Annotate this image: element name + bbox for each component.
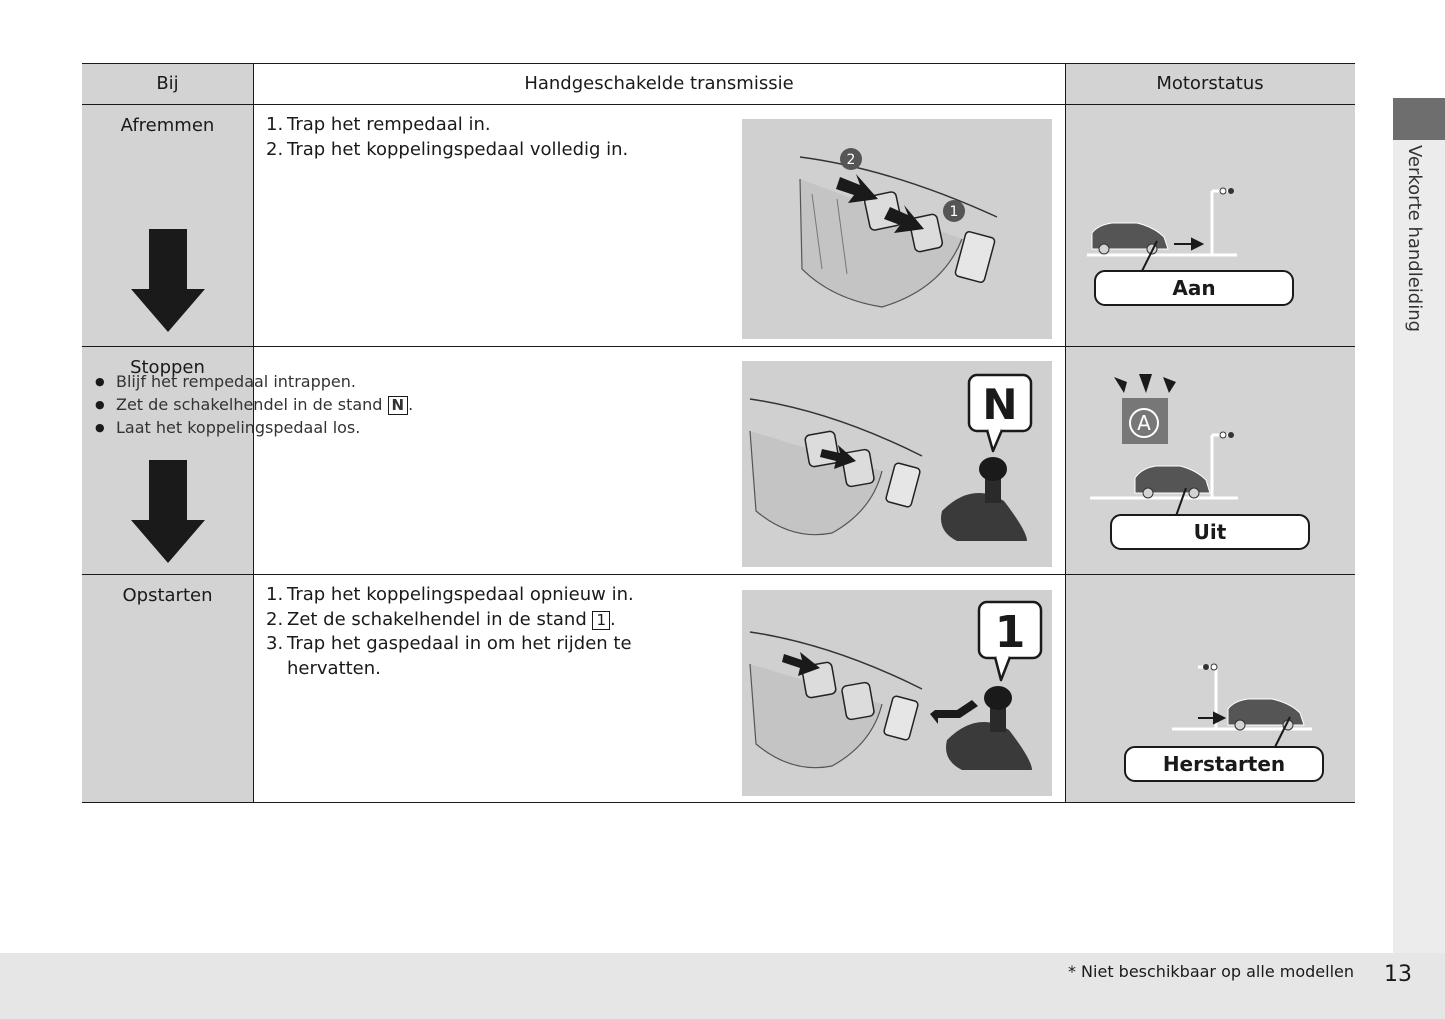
gear-n-symbol: N — [388, 396, 409, 415]
car-icon — [1135, 466, 1210, 498]
shortcut-table — [82, 63, 1355, 803]
callout-2: 2 — [846, 152, 856, 168]
footnote: * Niet beschikbaar op alle modellen — [1067, 962, 1354, 981]
engine-status-off-graphic — [1082, 368, 1322, 558]
engine-status-restart-graphic — [1082, 653, 1342, 783]
gear-n-label: N — [982, 380, 1018, 429]
status-badge-herstarten: Herstarten — [1162, 752, 1286, 776]
chapter-label: Verkorte handleiding — [1404, 145, 1425, 333]
chapter-tab[interactable] — [1393, 98, 1445, 140]
stop-steps — [95, 370, 413, 439]
neutral-shift-illustration — [742, 361, 1052, 567]
car-icon — [1228, 699, 1304, 730]
bullet-item: ● Zet de schakelhendel in de stand N . — [95, 393, 413, 416]
step-item: 1. Trap het rempedaal in. — [266, 114, 491, 135]
brake-steps — [266, 113, 628, 162]
restart-steps — [266, 583, 667, 681]
header-transmission: Handgeschakelde transmissie — [524, 73, 794, 94]
bullet-item: ● Blijf het rempedaal intrappen. — [95, 370, 413, 393]
traffic-light-icon — [1212, 188, 1234, 255]
phase-afremmen: Afremmen — [120, 115, 215, 136]
step-item: 2. Trap het koppelingspedaal volledig in. — [266, 138, 629, 160]
down-arrow-icon — [129, 460, 207, 564]
auto-idle-stop-indicator-icon — [1122, 398, 1168, 444]
indicator-letter: A — [1137, 411, 1151, 435]
down-arrow-icon — [129, 229, 207, 333]
bullet-item: ● Laat het koppelingspedaal los. — [95, 416, 413, 439]
phase-stoppen: Stoppen — [130, 357, 205, 378]
status-badge-uit: Uit — [1193, 520, 1227, 544]
step-item: 2. Zet de schakelhendel in de stand 1 . — [266, 608, 616, 630]
gear-1-symbol: 1 — [592, 611, 610, 630]
header-bij: Bij — [82, 63, 253, 105]
page-number: 13 — [1384, 962, 1412, 987]
phase-opstarten: Opstarten — [122, 585, 213, 606]
gear-1-label: 1 — [994, 607, 1026, 658]
step-item: 1. Trap het koppelingspedaal opnieuw in. — [266, 584, 634, 605]
phase-column — [82, 105, 253, 803]
pedals-illustration — [742, 119, 1052, 339]
step-item: 3. Trap het gaspedaal in om het rijden te hervatten. — [266, 633, 632, 679]
car-icon — [1092, 223, 1168, 254]
engine-status-on-graphic — [1082, 173, 1312, 313]
header-engine-status: Motorstatus — [1065, 63, 1355, 105]
status-badge-aan: Aan — [1172, 276, 1216, 300]
traffic-light-icon — [1212, 432, 1234, 498]
callout-1: 1 — [949, 204, 959, 220]
first-gear-illustration — [742, 590, 1052, 796]
